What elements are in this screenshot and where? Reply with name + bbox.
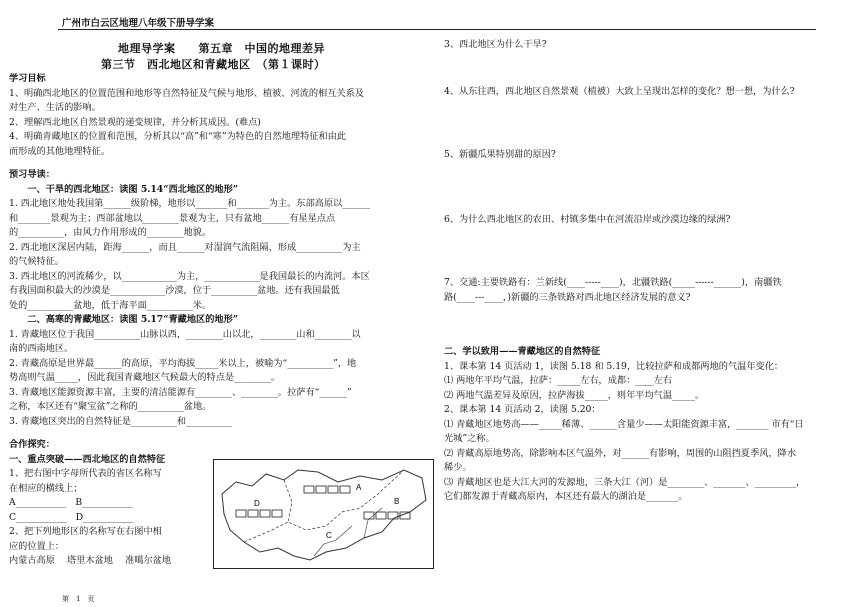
activity-line: 1、课本第 14 页活动 1，读图 5.18 和 5.19，比较拉萨和成都两地的气温年变化：: [444, 360, 784, 372]
map-label-a: A: [356, 483, 362, 492]
question-7-cont[interactable]: 路(____---____，)新疆的三条铁路对西北地区经济发展的意义?: [444, 291, 691, 303]
province-boundary: [244, 522, 288, 542]
task-line: 在相应的横线上；: [9, 482, 83, 494]
label-box[interactable]: [304, 486, 314, 493]
fill-line[interactable]: 之称，本区还有“聚宝盆”之称的__________盆地。: [9, 401, 212, 412]
label-box[interactable]: [236, 510, 246, 517]
heading-explore: 合作探究：: [9, 439, 55, 450]
section-northwest: 一、干旱的西北地区：读图 5.14“西北地区的地形”: [9, 183, 239, 195]
activity-line: 稀少。: [444, 462, 472, 473]
question-6: 6、为什么西北地区的农田、村镇多集中在河流沿岸或沙漠边缘的绿洲?: [444, 213, 731, 225]
goal-line: 4、明确青藏地区的位置和范围，分析其以“高”和“寒”为特色的自然地理特征和由此: [9, 131, 347, 142]
task-line: 应的位置上：: [9, 540, 65, 552]
fill-line[interactable]: 1. 西北地区地处我国第______级阶梯，地形以_______和_______为主。东部高原以______: [9, 198, 370, 209]
map-label-c: C: [326, 531, 332, 540]
fill-line: 南的西南地区。: [9, 343, 74, 354]
doc-subtitle: 第三节 西北地区和青藏地区 （第１课时）: [101, 58, 326, 71]
question-4: 4、从东往西，西北地区自然景观（植被）大致上呈现出怎样的变化？想一想，为什么?: [444, 85, 795, 97]
map-svg: [214, 460, 433, 568]
heading-preview: 预习导读：: [9, 169, 55, 180]
province-boundary: [284, 470, 404, 530]
activity-line[interactable]: 它们都发源于青藏高原内，本区还有最大的湖泊是_______。: [444, 491, 688, 502]
label-box[interactable]: [364, 512, 374, 519]
question-5: 5、新疆瓜果特别甜的原因?: [444, 149, 556, 160]
map-label-d: D: [254, 499, 260, 508]
region-outline: [222, 470, 426, 560]
doc-title: 地理导学案 第五章 中国的地理差异: [118, 42, 325, 55]
label-box[interactable]: [260, 510, 270, 517]
goal-line: 1、明确西北地区的位置范围和地形等自然特征及气候与地形、植被、河流的相互关系及: [9, 87, 364, 99]
fill-line[interactable]: 势高则气温_____，因此我国青藏地区气候最大的特点是________。: [9, 372, 281, 383]
answer-line[interactable]: A___________ B___________: [9, 497, 133, 508]
section-focus: 一、重点突破——西北地区的自然特征: [9, 453, 166, 465]
spacer: [9, 429, 429, 438]
fill-line[interactable]: 1. 青藏地区位于我国__________山脉以西，________山以北，________山和________以: [9, 328, 361, 340]
fill-line[interactable]: 3. 西北地区的河流稀少，以____________为主，____________是我国最长的内流河。本区: [9, 270, 370, 282]
label-box[interactable]: [376, 512, 386, 519]
task-line: 2、把下列地形区的名称写在右图中相: [9, 526, 162, 537]
header-rule: [58, 29, 816, 30]
fill-line[interactable]: 有我国面积最大的沙漠是____________沙漠，位于__________盆地。还有我国最低: [9, 285, 340, 296]
activity-line[interactable]: ⑵ 两地气温差异及原因，拉萨海拔_____，则年平均气温_____。: [444, 389, 705, 401]
spacer: [9, 159, 429, 168]
page-footer: 第 1 页: [62, 595, 95, 603]
page-header: 广州市白云区地理八年级下册导学案: [62, 18, 215, 29]
question-3: 3、西北地区为什么干旱?: [444, 39, 547, 50]
label-box[interactable]: [316, 486, 326, 493]
river-line: [314, 526, 352, 556]
section-qinghai-tibet: 二、高寒的青藏地区：读图 5.17“青藏地区的地形”: [9, 314, 239, 325]
section-apply: 二、学以致用——青藏地区的自然特征: [444, 346, 601, 357]
label-box[interactable]: [388, 512, 398, 519]
label-box[interactable]: [340, 486, 350, 493]
activity-line: 2、课本第 14 页活动 2，读图 5.20：: [444, 404, 601, 415]
label-box[interactable]: [328, 486, 338, 493]
goal-line: 2、理解西北地区自然景观的递变规律，并分析其成因。(难点): [9, 116, 261, 128]
river-line: [364, 508, 382, 538]
question-7[interactable]: 7、交通:主要铁路有：兰新线(____-----____)，北疆铁路(_____------______)，南疆铁: [444, 277, 782, 288]
activity-line[interactable]: ⑶ 青藏地区也是大江大河的发源地，三条大江（河）是________、_______、_________，: [444, 476, 806, 488]
activity-line[interactable]: ⑴ 两地年平均气温，拉萨：_____左右，成都：____左右: [444, 375, 673, 386]
landform-list: 内蒙古高原 塔里木盆地 准噶尔盆地: [9, 555, 172, 566]
goal-line: 对生产、生活的影响。: [9, 102, 101, 113]
activity-line[interactable]: ⑴ 青藏地区地势高——_____稀薄、______含量少——太阳能资源丰富，_______ 市有“日: [444, 418, 804, 430]
northwest-map: [213, 459, 434, 569]
fill-line[interactable]: 的__________，由风力作用形成的________地貌。: [9, 227, 212, 238]
activity-line: 光城”之称。: [444, 433, 495, 444]
label-box[interactable]: [272, 510, 282, 517]
fill-line: 的气候特征。: [9, 256, 65, 267]
fill-line[interactable]: 和_______景观为主；西部盆地以________景观为主，只有盆地______有星星点点: [9, 212, 336, 224]
map-label-b: B: [394, 497, 400, 506]
activity-line[interactable]: ⑵ 青藏高原地势高，除影响本区气温外，对______有影响，周围的山阻挡夏季风，降水: [444, 447, 797, 459]
fill-line[interactable]: 3. 青藏地区能源资源丰富，主要的清洁能源有________、________。拉萨有“______”: [9, 386, 352, 398]
goal-line: 而形成的其他地理特征。: [9, 145, 111, 157]
fill-line[interactable]: 2. 西北地区深居内陆，距海______，而且______对湿润气流阻隔，形成__________为主: [9, 241, 361, 253]
answer-line[interactable]: C___________ D___________: [9, 511, 134, 523]
fill-line[interactable]: 3. 青藏地区突出的自然特征是__________和__________: [9, 415, 232, 427]
fill-line[interactable]: 2. 青藏高原是世界最______的高原，平均海拔_____米以上，被喻为“__________”，地: [9, 357, 357, 369]
heading-goals: 学习目标: [9, 73, 46, 84]
task-line: 1、把右图中字母所代表的省区名称写: [9, 468, 162, 479]
right-column: [444, 38, 844, 505]
fill-line[interactable]: 处的__________盆地，低于海平面__________米。: [9, 299, 212, 311]
label-box[interactable]: [248, 510, 258, 517]
